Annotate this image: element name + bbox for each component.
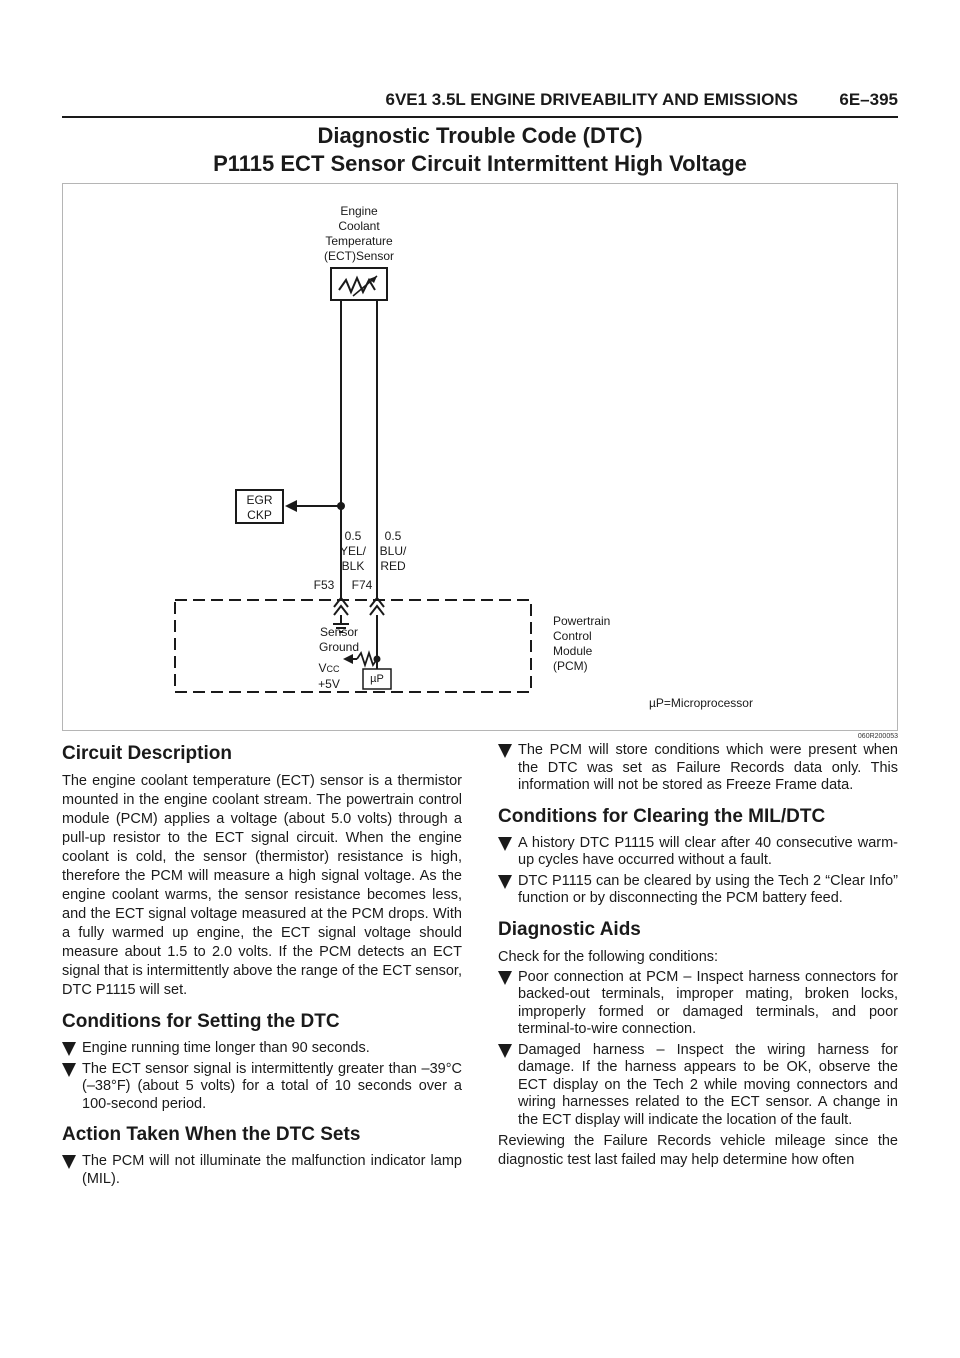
ect-sensor-label: Engine Coolant Temperature (ECT)Sensor [323, 204, 394, 263]
thermistor-symbol [339, 278, 375, 292]
microprocessor-legend: µP=Microprocessor [649, 696, 753, 710]
sensor-ground-label: Sensor Ground [318, 625, 360, 654]
left-column [62, 742, 462, 1191]
diagnostic-aids-closing: Reviewing the Failure Records vehicle mileage since the diagnostic test last failed may help determine how often [498, 1133, 898, 1168]
bullet-triangle-icon [62, 1155, 76, 1169]
wire-yel-blk-label: 0.5 YEL/ BLK [339, 529, 366, 573]
pin-f53: F53 [313, 578, 335, 592]
wiring-diagram [62, 183, 898, 731]
pcm-label: Powertrain Control Module (PCM) [553, 614, 611, 673]
circuit-description-heading: Circuit Description [62, 743, 232, 764]
list-item: A history DTC P1115 will clear after 40 consecutive warm-up cycles have occurred without a fault. [498, 835, 898, 870]
page-title-line2: P1115 ECT Sensor Circuit Intermittent High Voltage [213, 151, 747, 176]
bullet-triangle-icon [498, 971, 512, 985]
diagnostic-aids-intro: Check for the following conditions: [498, 948, 719, 965]
conditions-clearing-heading: Conditions for Clearing the MIL/DTC [498, 805, 826, 827]
right-column [498, 742, 898, 1172]
list-item: DTC P1115 can be cleared by using the Tech 2 “Clear Info” function or by disconnecting the PCM battery feed. [498, 873, 898, 908]
figure-id: 060R200053 [857, 733, 898, 740]
page-header [62, 88, 898, 118]
section-title: 6VE1 3.5L ENGINE DRIVEABILITY AND EMISSIONS [385, 90, 798, 109]
microprocessor-label: µP [370, 673, 384, 685]
egr-ckp-arrow [285, 500, 297, 512]
bullet-triangle-icon [62, 1042, 76, 1056]
wire-blu-red-label: 0.5 BLU/ RED [379, 529, 407, 573]
list-item: The ECT sensor signal is intermittently greater than –39°C (–38°F) (about 5 volts) for a total of 10 seconds over a 100-second period. [62, 1061, 462, 1114]
bullet-triangle-icon [498, 744, 512, 758]
bullet-triangle-icon [62, 1063, 76, 1077]
bullet-triangle-icon [498, 875, 512, 889]
conditions-setting-heading: Conditions for Setting the DTC [62, 1011, 340, 1032]
bullet-triangle-icon [498, 837, 512, 851]
page-number: 6E–395 [839, 90, 898, 109]
list-item: Poor connection at PCM – Inspect harness connectors for backed-out terminals, improper mating, broken locks, improperly formed or damaged terminals, and poor terminal-to-wire connection. [498, 969, 898, 1039]
circuit-description-text: The engine coolant temperature (ECT) sensor is a thermistor mounted in the engine coolant stream. The powertrain control module (PCM) applies a voltage (about 5.0 volts) through a pull-up resistor to the ECT signal circuit. When the engine coolant is cold, the sensor (thermistor) resistance is high, therefore the PCM will measure a high signal voltage. As the engine coolant warms, the sensor resistance becomes less, and the ECT signal voltage measured at the PCM drops. With a fully warmed up engine, the ECT signal voltage should measure about 1.5 to 2.0 volts. If the PCM detects an ECT signal that is intermittently above the range of the ECT sensor, DTC P1115 will set. [62, 773, 462, 998]
action-taken-heading: Action Taken When the DTC Sets [62, 1124, 361, 1145]
pin-f74: F74 [351, 578, 373, 592]
list-item: Damaged harness – Inspect the wiring harness for damage. If the harness appears to be OK, observe the ECT display on the Tech 2 while moving connectors and wiring harnesses related to the ECT sensor. A change in the ECT display will indicate the location of the fault. [498, 1042, 898, 1130]
list-item: Engine running time longer than 90 seconds. [62, 1040, 462, 1058]
wiring-diagram-graphic [63, 184, 899, 732]
list-item: The PCM will store conditions which were present when the DTC was set as Failure Records data only. This information will not be stored as Freeze Frame data. [498, 742, 898, 795]
list-item: The PCM will not illuminate the malfunction indicator lamp (MIL). [62, 1153, 462, 1188]
diagnostic-aids-heading: Diagnostic Aids [498, 918, 641, 940]
bullet-triangle-icon [498, 1044, 512, 1058]
page-title-line1: Diagnostic Trouble Code (DTC) [317, 123, 643, 148]
egr-ckp-label: EGR CKP [246, 493, 273, 522]
vcc-label: VCC +5V [318, 661, 340, 691]
